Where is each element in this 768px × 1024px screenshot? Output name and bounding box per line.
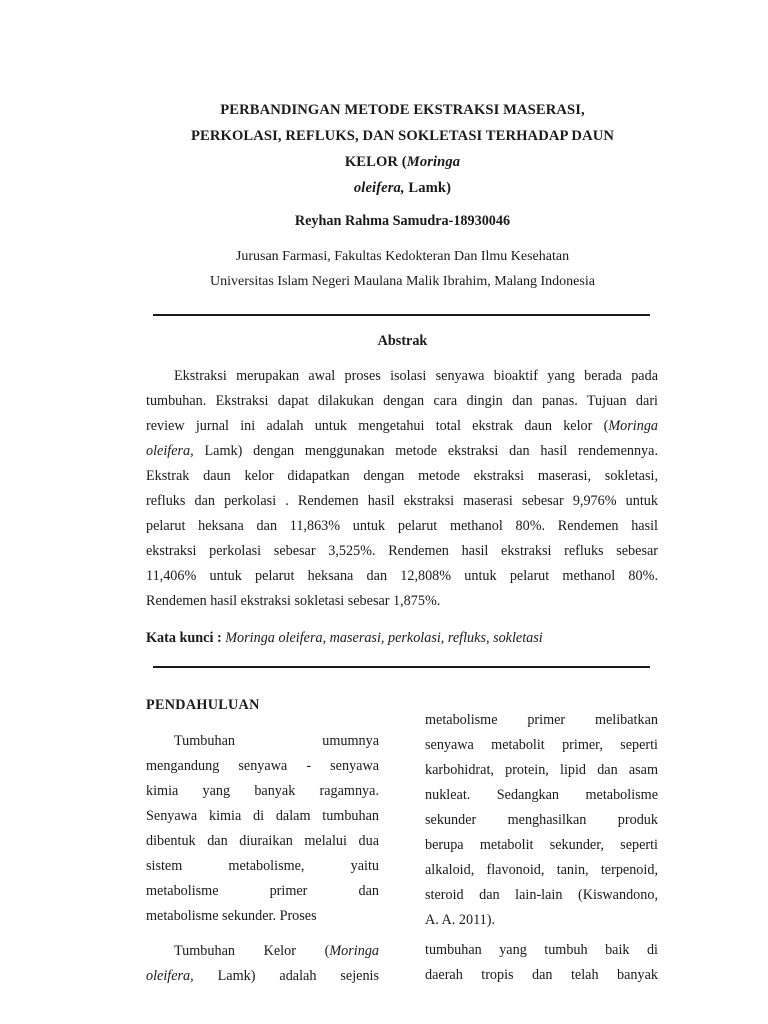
author-name: Reyhan Rahma Samudra-18930046 (294, 213, 511, 229)
abstract-line (146, 414, 658, 439)
title-line: PERKOLASI, REFLUKS, DAN SOKLETASI TERHADAP DAUN (191, 128, 614, 144)
affiliation (120, 244, 685, 294)
title-species-italic: Moringa (406, 154, 461, 170)
abstract-line: pelarut heksana dan 11,863% untuk pelarut methanol 80%. Rendemen hasil (146, 518, 658, 534)
keywords (146, 626, 666, 651)
body-line: dibentuk dan diuraikan melalui dua (146, 833, 379, 849)
abstract-line: Ekstraksi merupakan awal proses isolasi senyawa bioaktif yang berada pada (174, 368, 658, 384)
body-line: metabolisme primer dan (146, 883, 379, 899)
abstract-body (146, 364, 658, 614)
body-line: A. A. 2011). (425, 912, 496, 928)
body-line: kimia yang banyak ragamnya. (146, 783, 379, 799)
species-italic: Moringa (329, 943, 379, 959)
abstract-line: Ekstrak daun kelor didapatkan dengan metode ekstraksi maserasi, sokletasi, (146, 468, 658, 484)
abstract-line: 11,406% untuk pelarut heksana dan 12,808% untuk pelarut methanol 80%. (146, 568, 658, 584)
abstract-text: Lamk) dengan menggunakan metode ekstraksi dan hasil rendemennya. (193, 443, 658, 459)
body-line (146, 964, 379, 989)
abstract-line: Rendemen hasil ekstraksi sokletasi sebesar 1,875%. (146, 593, 441, 609)
abstract-line: tumbuhan. Ekstraksi dapat dilakukan dengan cara dingin dan panas. Tujuan dari (146, 393, 658, 409)
body-line: sekunder menghasilkan produk (425, 812, 658, 828)
body-text: Lamk) adalah sejenis (193, 968, 379, 984)
abstract-line: ekstraksi perkolasi sebesar 3,525%. Rendemen hasil ekstraksi refluks sebesar (146, 543, 658, 559)
body-line: senyawa metabolit primer, seperti (425, 737, 658, 753)
right-column (425, 708, 658, 988)
body-line: metabolisme primer melibatkan (425, 712, 658, 728)
body-line: berupa metabolit sekunder, seperti (425, 837, 658, 853)
affiliation-line: Universitas Islam Negeri Maulana Malik Ibrahim, Malang Indonesia (210, 274, 595, 289)
body-line: karbohidrat, protein, lipid dan asam (425, 762, 658, 778)
divider-top (153, 314, 650, 316)
paragraph-gap (146, 929, 379, 939)
title-species-italic: oleifera, (353, 180, 405, 196)
body-line: daerah tropis dan telah banyak (425, 967, 658, 983)
keywords-separator: : (213, 630, 226, 646)
body-line (146, 939, 379, 964)
title-line: PERBANDINGAN METODE EKSTRAKSI MASERASI, (220, 102, 585, 118)
species-italic: Moringa (608, 418, 658, 434)
body-line: Senyawa kimia di dalam tumbuhan (146, 808, 379, 824)
left-column (146, 729, 379, 989)
body-line: metabolisme sekunder. Proses (146, 908, 317, 924)
keywords-label: Kata kunci (146, 630, 214, 646)
section-heading: PENDAHULUAN (146, 697, 260, 713)
body-line: nukleat. Sedangkan metabolisme (425, 787, 658, 803)
body-line: sistem metabolisme, yaitu (146, 858, 379, 874)
species-italic: oleifera, (146, 968, 194, 984)
abstract-heading: Abstrak (377, 333, 428, 349)
body-line: Tumbuhan umumnya (174, 733, 379, 749)
title-line (140, 175, 665, 201)
abstract-line: refluks dan perkolasi . Rendemen hasil ekstraksi maserasi sebesar 9,976% untuk (146, 493, 658, 509)
body-line: mengandung senyawa - senyawa (146, 758, 379, 774)
title-text: KELOR ( (344, 154, 407, 170)
title-text: Lamk) (404, 180, 452, 196)
affiliation-line: Jurusan Farmasi, Fakultas Kedokteran Dan Ilmu Kesehatan (235, 249, 570, 264)
paper-title (140, 97, 665, 201)
body-line: tumbuhan yang tumbuh baik di (425, 942, 658, 958)
abstract-line (146, 439, 658, 464)
abstract-text: review jurnal ini adalah untuk mengetahui total ekstrak daun kelor ( (146, 418, 609, 434)
title-line (140, 149, 665, 175)
keywords-list: Moringa oleifera, maserasi, perkolasi, refluks, sokletasi (225, 630, 543, 646)
species-italic: oleifera, (146, 443, 194, 459)
divider-bottom (153, 666, 650, 668)
body-line: steroid dan lain-lain (Kiswandono, (425, 887, 658, 903)
body-line: alkaloid, flavonoid, tanin, terpenoid, (425, 862, 658, 878)
body-text: Tumbuhan Kelor ( (174, 943, 330, 959)
